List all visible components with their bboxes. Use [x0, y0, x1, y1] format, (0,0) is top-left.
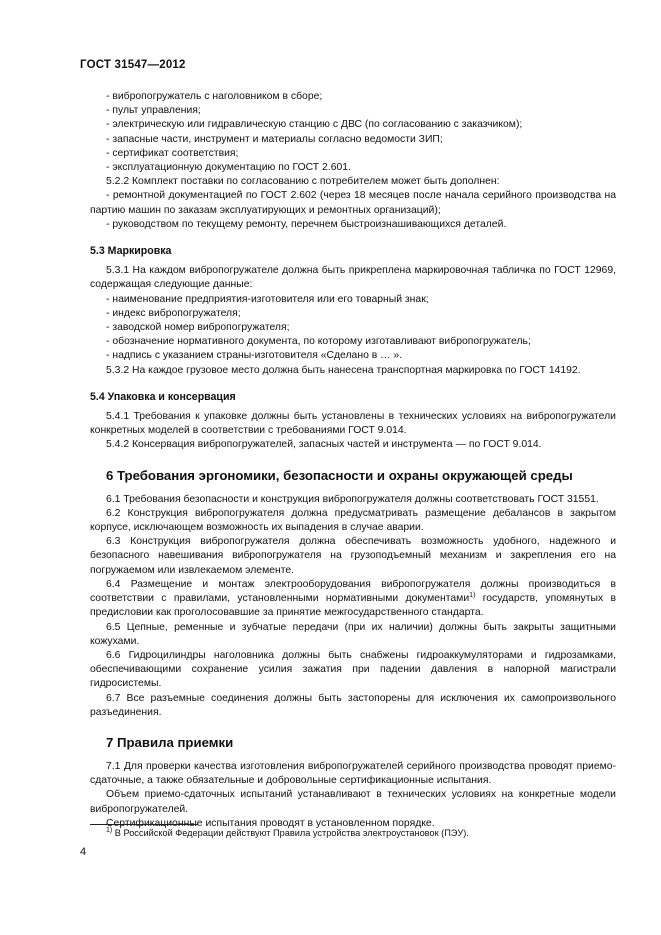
- paragraph: 6.7 Все разъемные соединения должны быть застопорены для исключения их самопроизвольного разъединения.: [90, 692, 616, 718]
- paragraph: 5.2.2 Комплект поставки по согласованию с потребителем может быть дополнен:: [106, 176, 500, 188]
- list-item: - ремонтной документацией по ГОСТ 2.602 (через 18 месяцев после начала серийного производства на партию машин по заказам эксплуатирующих и ремонтных организаций);: [90, 190, 616, 216]
- text-run: государств, упомянутых в предисловии как проголосовавшие за принятие межгосударственного стандарта.: [90, 593, 616, 619]
- paragraph: 5.4.1 Требования к упаковке должны быть установлены в технических условиях на вибропогружатели конкретных моделей в соответствии с требованиями ГОСТ 9.014.: [90, 411, 616, 437]
- section-heading-7: 7 Правила приемки: [106, 734, 234, 750]
- paragraph: 5.4.2 Консервация вибропогружателей, запасных частей и инструмента — по ГОСТ 9.014.: [106, 439, 542, 451]
- paragraph: 6.5 Цепные, ременные и зубчатые передачи (при их наличии) должны быть закрыты защитными кожухами.: [90, 621, 616, 647]
- page-number: 4: [80, 846, 87, 858]
- list-item: - пульт управления;: [106, 105, 201, 117]
- paragraph: Объем приемо-сдаточных испытаний устанавливают в технических условиях на конкретные модели вибропогружателей.: [90, 789, 616, 815]
- footnote: [90, 828, 616, 838]
- paragraph: 7.1 Для проверки качества изготовления вибропогружателей серийного производства проводят приемо-сдаточные, а также обязательные и добровольные сертификационные испытания.: [90, 760, 616, 787]
- paragraph: 5.3.1 На каждом вибропогружателе должна быть прикреплена маркировочная табличка по ГОСТ 12969, содержащая следующие данные:: [90, 265, 616, 291]
- footnote-divider: [90, 824, 198, 825]
- section-heading-5-3: 5.3 Маркировка: [90, 245, 172, 258]
- footnote-ref: 1): [469, 592, 476, 600]
- text-run: 6.4 Размещение и монтаж электрооборудования вибропогружателя должны производиться в соответствии с правилами, установленными нормативными документами: [90, 578, 616, 605]
- list-item: - электрическую или гидравлическую станцию с ДВС (по согласованию с заказчиком);: [106, 119, 523, 131]
- list-item: - руководством по текущему ремонту, перечнем быстроизнашивающихся деталей.: [106, 218, 507, 230]
- list-item: - наименование предприятия-изготовителя или его товарный знак;: [106, 293, 429, 305]
- list-item: - индекс вибропогружателя;: [106, 307, 241, 319]
- list-item: - сертификат соответствия;: [106, 147, 239, 159]
- running-header: ГОСТ 31547—2012: [80, 59, 186, 71]
- paragraph: 6.3 Конструкция вибропогружателя должна обеспечивать возможность удобного, надежного и безопасного навешивания вибропогружателя на грузоподъемный механизм и закрепления его на погружаемом или извлекаемом элементе.: [90, 536, 616, 576]
- paragraph: Сертификационные испытания проводят в установленном порядке.: [106, 817, 435, 829]
- list-item: - заводской номер вибропогружателя;: [106, 322, 290, 334]
- list-item: - вибропогружатель с наголовником в сборе;: [106, 91, 323, 102]
- paragraph: 6.2 Конструкция вибропогружателя должна предусматривать размещение дебалансов в закрытом корпусе, исключающем возможность их выпадения в случае аварии.: [90, 507, 616, 534]
- footnote-mark: 1): [106, 827, 113, 834]
- page-content: [90, 90, 616, 831]
- section-heading-5-4: 5.4 Упаковка и консервация: [90, 390, 236, 403]
- paragraph: 6.1 Требования безопасности и конструкция вибропогружателя должны соответствовать ГОСТ 31551.: [106, 493, 599, 505]
- list-item: - надпись с указанием страны-изготовителя «Сделано в … ».: [106, 350, 403, 362]
- list-item: - запасные части, инструмент и материалы согласно ведомости ЗИП;: [106, 133, 443, 145]
- list-item: - эксплуатационную документацию по ГОСТ 2.601.: [106, 162, 351, 174]
- section-heading-6: 6 Требования эргономики, безопасности и охраны окружающей среды: [106, 467, 573, 483]
- footnote-text: В Российской Федерации действуют Правила устройства электроустановок (ПЭУ).: [112, 828, 469, 838]
- list-item: - обозначение нормативного документа, по которому изготавливают вибропогружатель;: [106, 336, 531, 348]
- paragraph: 5.3.2 На каждое грузовое место должна быть нанесена транспортная маркировка по ГОСТ 14192.: [106, 364, 581, 376]
- paragraph: [90, 578, 616, 621]
- paragraph: 6.6 Гидроцилиндры наголовника должны быть снабжены гидроаккумуляторами и гидрозамками, обеспечивающими сохранение усилия зажатия при падении давления в напорной магистрали гидросистемы.: [90, 649, 616, 690]
